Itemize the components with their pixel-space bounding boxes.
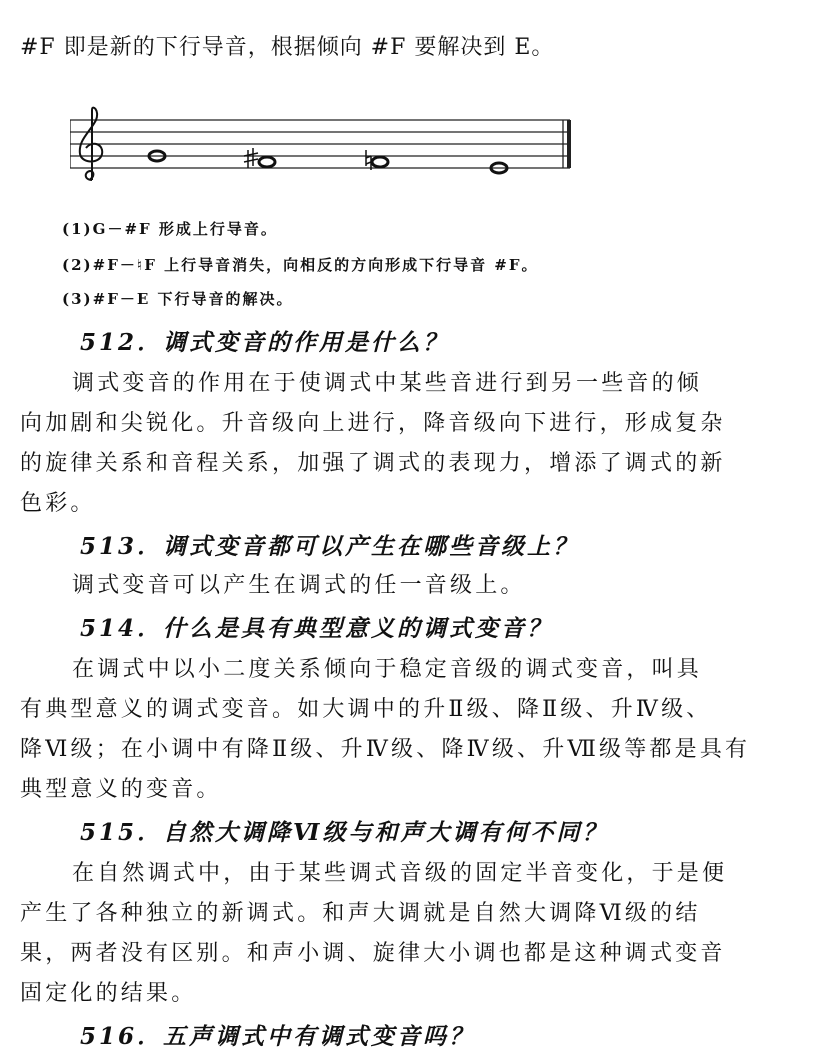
answer-514-line-3: 降Ⅵ级；在小调中有降Ⅱ级、升Ⅳ级、降Ⅳ级、升Ⅶ级等都是具有 xyxy=(20,737,751,762)
answer-512-line-1: 调式变音的作用在于使调式中某些音进行到另一些音的倾 xyxy=(72,371,703,396)
note-1: (1)G－#F 形成上行导音。 xyxy=(62,220,278,238)
note-2: (2)#F－♮F 上行导音消失，向相反的方向形成下行导音 #F。 xyxy=(62,256,539,274)
answer-512-line-3: 的旋律关系和音程关系，加强了调式的表现力，增添了调式的新 xyxy=(20,451,726,476)
note-3: (3)#F－E 下行导音的解决。 xyxy=(62,290,294,308)
question-512-title: 512．调式变音的作用是什么？ xyxy=(80,329,450,356)
question-514-title: 514．什么是具有典型意义的调式变音？ xyxy=(80,615,554,642)
answer-514-line-4: 典型意义的变音。 xyxy=(20,777,222,802)
answer-512-line-2: 向加剧和尖锐化。升音级向上进行，降音级向下进行，形成复杂 xyxy=(20,411,726,436)
note-f-sharp-1 xyxy=(259,157,275,167)
answer-514-line-1: 在调式中以小二度关系倾向于稳定音级的调式变音，叫具 xyxy=(72,657,703,682)
answer-515-line-1: 在自然调式中，由于某些调式音级的固定半音变化，于是便 xyxy=(72,861,728,886)
natural-icon xyxy=(366,150,371,170)
question-513-title: 513．调式变音都可以产生在哪些音级上？ xyxy=(80,533,580,560)
intro-line: #F 即是新的下行导音，根据倾向 #F 要解决到 E。 xyxy=(20,35,555,60)
answer-513-line-1: 调式变音可以产生在调式的任一音级上。 xyxy=(72,573,526,598)
note-f-natural xyxy=(372,157,388,167)
music-staff xyxy=(70,106,590,186)
answer-512-line-4: 色彩。 xyxy=(20,491,96,516)
answer-515-line-3: 果，两者没有区别。和声小调、旋律大小调也都是这种调式变音 xyxy=(20,941,726,966)
question-516-title: 516．五声调式中有调式变音吗？ xyxy=(80,1023,476,1050)
answer-514-line-2: 有典型意义的调式变音。如大调中的升Ⅱ级、降Ⅱ级、升Ⅳ级、 xyxy=(20,697,712,722)
sharp-icon xyxy=(244,148,258,168)
answer-515-line-4: 固定化的结果。 xyxy=(20,981,197,1006)
answer-515-line-2: 产生了各种独立的新调式。和声大调就是自然大调降Ⅵ级的结 xyxy=(20,901,701,926)
question-515-title: 515．自然大调降Ⅵ级与和声大调有何不同？ xyxy=(80,819,609,846)
